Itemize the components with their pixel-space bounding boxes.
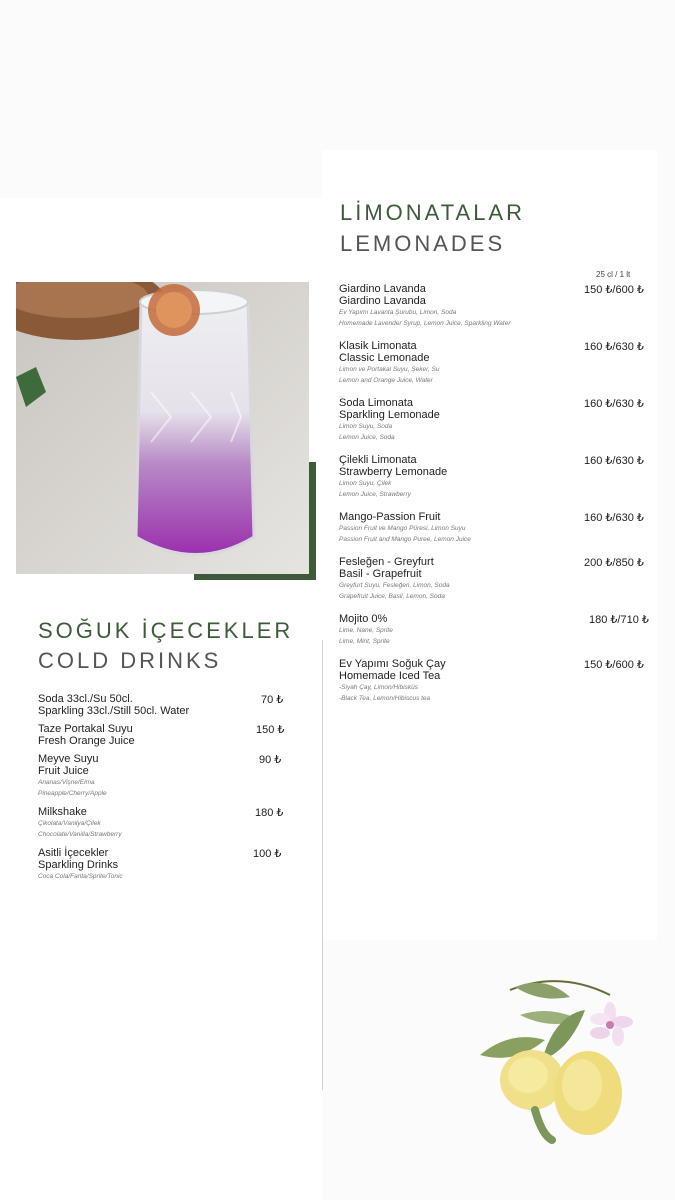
lemonades-title-en: LEMONADES	[340, 231, 506, 256]
item-price: 100 ₺	[253, 848, 282, 860]
lemonade-item	[339, 658, 649, 704]
item-price: 150 ₺/600 ₺	[584, 659, 644, 671]
cold-drink-item	[38, 723, 283, 747]
item-name-tr: Asitli İçecekler	[38, 847, 109, 859]
item-price: 160 ₺/630 ₺	[584, 398, 644, 410]
item-name-tr: Mango-Passion Fruit	[339, 511, 441, 523]
lemonade-item	[339, 454, 649, 500]
cold-drink-item	[38, 753, 283, 799]
right-panel	[322, 150, 657, 940]
item-desc-en: Passion Fruit and Mango Puree, Lemon Juice	[339, 536, 471, 543]
item-name-en: Homemade Iced Tea	[339, 670, 441, 682]
item-name-tr: Soda 33cl./Su 50cl.	[38, 693, 133, 705]
item-name-en: Classic Lemonade	[339, 352, 430, 364]
cold-drink-item	[38, 806, 283, 840]
item-name-tr: Çilekli Limonata	[339, 454, 417, 466]
item-name-en: Giardino Lavanda	[339, 295, 426, 307]
lemonade-item	[339, 556, 651, 602]
item-name-tr: Giardino Lavanda	[339, 283, 426, 295]
item-name-en: Sparkling Drinks	[38, 859, 119, 871]
item-desc-en: Pineapple/Cherry/Apple	[38, 790, 107, 797]
item-name-en: Sparkling 33cl./Still 50cl. Water	[38, 705, 190, 717]
item-desc-tr: Lime, Nane, Sprite	[339, 627, 393, 634]
item-desc-en: Chocolate/Vanilla/Strawberry	[38, 831, 122, 838]
item-price: 200 ₺/850 ₺	[584, 557, 644, 569]
item-desc-tr: Ananas/Vişne/Elma	[38, 779, 95, 786]
item-desc-en: Lemon Juice, Strawberry	[339, 491, 411, 498]
item-desc-tr: Coca Cola/Fanta/Sprite/Tonic	[38, 873, 123, 880]
item-name-tr: Milkshake	[38, 806, 87, 818]
item-name-tr: Mojito 0%	[339, 613, 388, 625]
item-name-tr: Klasik Limonata	[339, 340, 417, 352]
item-desc-tr: Ev Yapımı Lavanta Şurubu, Limon, Soda	[339, 309, 457, 316]
item-price: 150 ₺/600 ₺	[584, 284, 644, 296]
item-name-tr: Ev Yapımı Soğuk Çay	[339, 658, 446, 670]
item-desc-tr: Çikolata/Vanilya/Çilek	[38, 820, 101, 827]
lemonades-title-tr: LİMONATALAR	[340, 200, 525, 225]
item-name-en: Sparkling Lemonade	[339, 409, 440, 421]
item-desc-tr: -Siyah Çay, Limon/Hibisküs	[339, 684, 418, 691]
item-desc-en: Lemon and Orange Juice, Water	[339, 377, 433, 384]
cold-drink-item	[38, 847, 283, 882]
item-name-tr: Soda Limonata	[339, 397, 413, 409]
lemonade-photo	[16, 282, 309, 574]
item-name-en: Basil - Grapefruit	[339, 568, 422, 580]
item-price: 150 ₺	[256, 724, 285, 736]
item-price: 160 ₺/630 ₺	[584, 341, 644, 353]
item-name-tr: Taze Portakal Suyu	[38, 723, 133, 735]
lemonade-item	[339, 511, 649, 545]
item-price: 180 ₺	[255, 807, 284, 819]
lemonade-item	[339, 397, 649, 443]
lemonade-item	[339, 283, 649, 329]
lemon-branch-illustration	[470, 975, 650, 1155]
item-price: 90 ₺	[259, 754, 282, 766]
item-desc-tr: Greyfurt Suyu, Fesleğen, Limon, Soda	[339, 582, 450, 589]
cold-drinks-title-en: COLD DRINKS	[38, 648, 222, 673]
item-desc-en: Homemade Lavender Syrup, Lemon Juice, Sparkling Water	[339, 320, 511, 327]
size-note: 25 cl / 1 lt	[596, 270, 631, 279]
item-name-tr: Meyve Suyu	[38, 753, 99, 765]
cold-drinks-title-tr: SOĞUK İÇECEKLER	[38, 618, 294, 643]
item-price: 160 ₺/630 ₺	[584, 512, 644, 524]
item-desc-tr: Limon Suyu, Çilek	[339, 480, 392, 487]
lemonade-item	[339, 340, 649, 386]
item-name-en: Strawberry Lemonade	[339, 466, 448, 478]
item-name-tr: Fesleğen - Greyfurt	[339, 556, 434, 568]
item-desc-tr: Limon ve Portakal Suyu, Şeker, Su	[339, 366, 440, 373]
item-desc-tr: Passion Fruit ve Mango Püresi, Limon Suyu	[339, 525, 466, 532]
item-desc-en: Grapefruit Juice, Basil, Lemon, Soda	[339, 593, 445, 600]
item-desc-en: Lime, Mint, Sprite	[339, 638, 390, 645]
item-desc-en: -Black Tea, Lemon/Hibiscus tea	[339, 695, 431, 702]
item-desc-en: Lemon Juice, Soda	[339, 434, 395, 441]
item-name-en: Fruit Juice	[38, 765, 89, 777]
item-desc-tr: Limon Suyu, Soda	[339, 423, 393, 430]
column-divider	[322, 640, 323, 1090]
lemonade-item	[339, 613, 651, 647]
cold-drink-item	[38, 693, 283, 717]
item-price: 70 ₺	[261, 694, 284, 706]
item-price: 160 ₺/630 ₺	[584, 455, 644, 467]
item-price: 180 ₺/710 ₺	[589, 614, 649, 626]
item-name-en: Fresh Orange Juice	[38, 735, 135, 747]
